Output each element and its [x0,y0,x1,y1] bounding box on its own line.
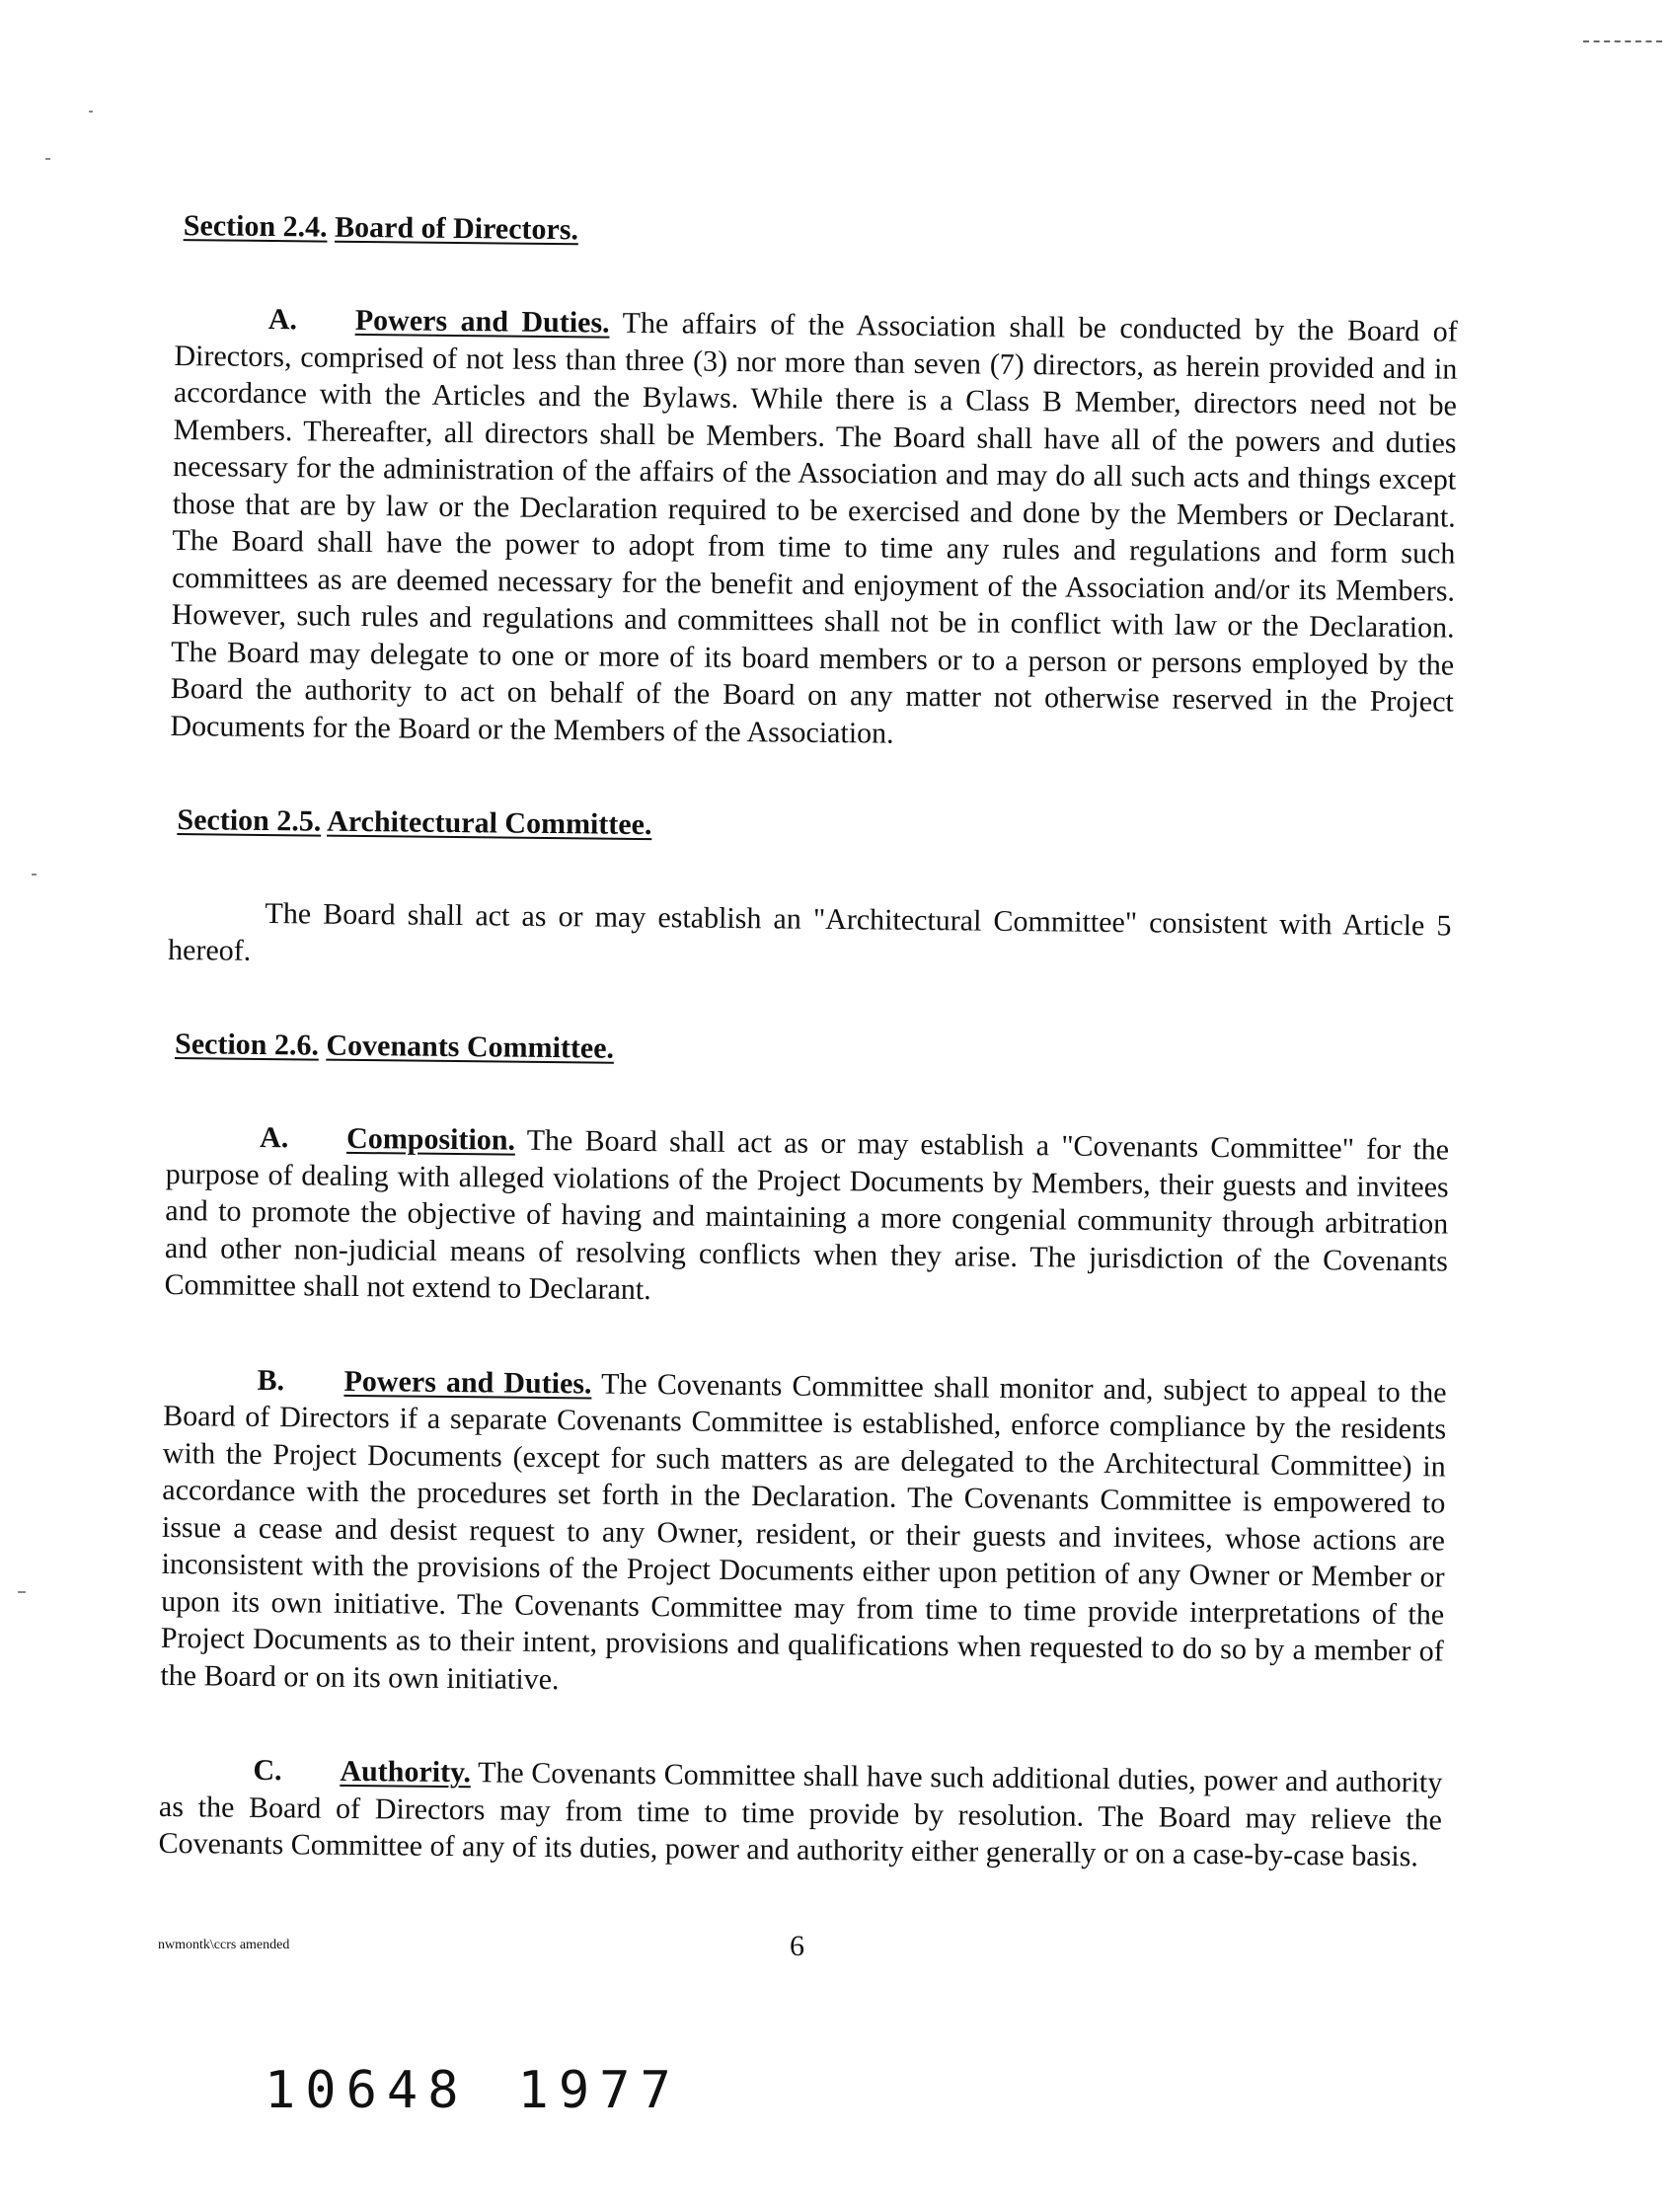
subsection-letter: C. [253,1753,282,1788]
subsection-title: Authority. [340,1754,472,1790]
subsection-body: The affairs of the Association shall be conducted by the Board of Directors, comprised of not less than three (3) nor more than seven (7) directors, as herein provided and in accordance with the Articles and the Bylaws. While there is a Class B Member, directors need not be Members. Thereafter, all directors shall be Members. The Board shall have all of the powers and duties necessary for the administration of the affairs of the Association and may do all such acts and things except those that are by law or the Declaration required to be exercised and done by the Members or Declarant. The Board shall have the power to adopt from time to time any rules and regulations and form such committees as are deemed necessary for the benefit and enjoyment of the Association and/or its Members. However, such rules and regulations and committees shall not be in conflict with law or the Declaration. The Board may delegate to one or more of its board members or to a person or persons employed by the Board the authority to act on behalf of the Board on any matter not otherwise reserved in the Project Documents for the Board or the Members of the Association. [170,306,1458,750]
subsection-paragraph [170,300,1458,758]
subsection-body: The Covenants Committee shall have such additional duties, power and authority as the Board of Directors may from time to time provide by resolution. The Board may relieve the Covenants Committee of any of its duties, power and authority either generally or on a case-by-case basis. [158,1756,1443,1873]
section-paragraph: The Board shall act as or may establish an "Architectural Committee" consistent with Article 5 hereof. [167,896,1452,967]
subsection-title: Composition. [345,1121,516,1157]
section-title: Covenants Committee. [326,1029,615,1065]
recording-page-number: 1977 [517,2061,681,2120]
section-number: Section 2.6. [174,1028,320,1062]
scan-speck [18,1591,26,1593]
recording-book-number: 10648 [265,2061,469,2120]
scan-speck [45,158,50,160]
recording-stamp [265,2061,730,2120]
scan-speck [32,874,37,876]
page-footer [158,1930,1342,1969]
section-heading [175,1026,1450,1077]
subsection-letter: B. [257,1363,285,1397]
subsection-title: Powers and Duties. [343,1364,592,1400]
section-number: Section 2.4. [183,209,328,244]
subsection-paragraph [164,1118,1449,1317]
subsection-paragraph [160,1360,1446,1707]
subsection-body: The Board shall act as or may establish a "Covenants Committee" for the purpose of dealing with alleged violations of the Project Documents by Members, their guests and invitees and to promote the objective of having and maintaining a more congenial community through arbitration and other non-judicial means of resolving conflicts when they arise. The jurisdiction of the Covenants Committee shall not extend to Declarant. [164,1123,1450,1307]
section-number: Section 2.5. [177,803,322,838]
scan-speck [89,111,93,113]
subsection-letter: A. [267,302,298,337]
section-title: Architectural Committee. [327,804,652,842]
section-heading [177,801,1452,853]
section-heading [184,207,1459,259]
scan-mark [1583,40,1662,44]
page-number: 6 [790,1930,804,1962]
subsection-body: The Covenants Committee shall monitor and, subject to appeal to the Board of Directors if a separate Covenants Committee is established, enforce compliance by the residents with the Project Documents (except for such matters as are delegated to the Architectural Committee) in accordance with the procedures set forth in the Declaration. The Covenants Committee is empowered to issue a cease and desist request to any Owner, resident, or their guests and invitees, whose actions are inconsistent with the provisions of the Project Documents either upon petition of any Owner or Member or upon its own initiative. The Covenants Committee may from time to time provide interpretations of the Project Documents as to their intent, provisions and qualifications when requested to do so by a member of the Board or on its own initiative. [160,1367,1447,1696]
section-title: Board of Directors. [334,210,579,247]
subsection-letter: A. [259,1120,289,1155]
file-reference: nwmontk\ccrs amended [158,1938,290,1952]
document-body [158,207,1459,1933]
subsection-title: Powers and Duties. [354,303,610,340]
subsection-paragraph [158,1751,1442,1875]
